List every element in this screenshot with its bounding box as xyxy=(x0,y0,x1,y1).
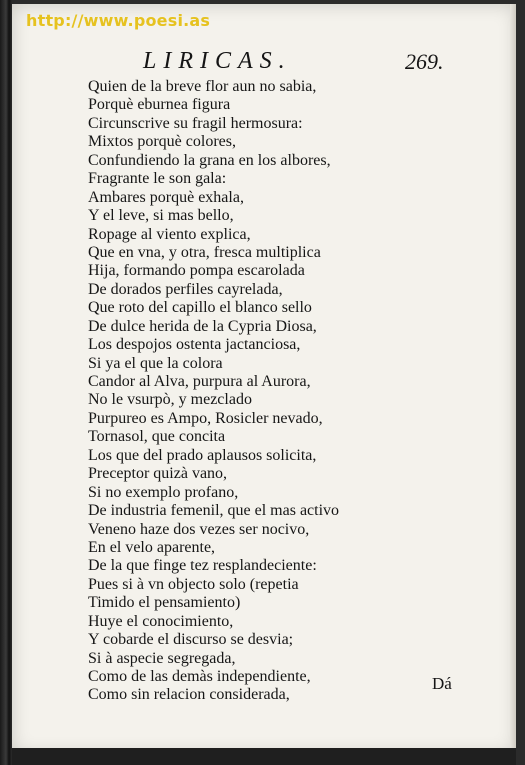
verse-line: Porquè eburnea figura xyxy=(88,96,231,114)
verse-line: En el velo aparente, xyxy=(88,538,216,556)
catchword: Dá xyxy=(432,674,452,693)
verse-line: Huye el conocimiento, xyxy=(88,612,234,630)
page-number: 269. xyxy=(405,49,444,74)
verse-line: Los que del prado aplausos solicita, xyxy=(88,446,317,464)
verse-line: Los despojos ostenta jactanciosa, xyxy=(88,336,301,354)
verse-line: No le vsurpò, y mezclado xyxy=(88,391,252,409)
verse-line: De la que finge tez resplandeciente: xyxy=(88,557,317,575)
verse-line: Veneno haze dos vezes ser nocivo, xyxy=(88,520,310,538)
scan-bottom-shadow xyxy=(12,748,516,765)
verse-line: Tornasol, que concita xyxy=(88,428,226,446)
running-head: LIRICAS. xyxy=(143,48,292,74)
verse-line: Quien de la breve flor aun no sabia, xyxy=(88,78,317,95)
verse-line: Confundiendo la grana en los albores, xyxy=(88,151,331,169)
verse-line: Candor al Alva, purpura al Aurora, xyxy=(88,373,311,390)
verse-line: Ambares porquè exhala, xyxy=(88,188,244,206)
verse-line: Como de las demàs independiente, xyxy=(88,668,311,685)
verse-line: Y el leve, si mas bello, xyxy=(88,207,234,225)
verse-line: Circunscrive su fragil hermosura: xyxy=(88,114,303,132)
verse-line: Como sin relacion considerada, xyxy=(88,686,290,704)
verse-line: De dorados perfiles cayrelada, xyxy=(88,280,283,298)
verse-line: De industria femenil, que el mas activo xyxy=(88,502,340,520)
watermark-url: http://www.poesi.as xyxy=(26,11,211,30)
verse-line: Si ya el que la colora xyxy=(88,354,223,372)
verse-line: Y cobarde el discurso se desvia; xyxy=(88,631,294,649)
verse-line: Si no exemplo profano, xyxy=(88,483,239,501)
verse-line: Timido el pensamiento) xyxy=(88,594,241,612)
verse-line: Hija, formando pompa escarolada xyxy=(88,262,305,280)
verse-line: Fragrante le son gala: xyxy=(88,170,227,188)
verse-line: Que roto del capillo el blanco sello xyxy=(88,299,312,317)
verse-line: Purpureo es Ampo, Rosicler nevado, xyxy=(88,409,323,427)
verse-line: Mixtos porquè colores, xyxy=(88,133,236,151)
verse-line: De dulce herida de la Cypria Diosa, xyxy=(88,317,317,335)
verse-line: Si à aspecie segregada, xyxy=(88,649,236,667)
page-edge xyxy=(510,4,516,752)
verse-line: Preceptor quizà vano, xyxy=(88,465,228,483)
verse-line: Que en vna, y otra, fresca multiplica xyxy=(88,243,321,261)
verse-line: Pues si à vn objecto solo (repetia xyxy=(88,575,299,593)
poem-text xyxy=(88,78,378,705)
verse-line: Ropage al viento explica, xyxy=(88,225,251,243)
